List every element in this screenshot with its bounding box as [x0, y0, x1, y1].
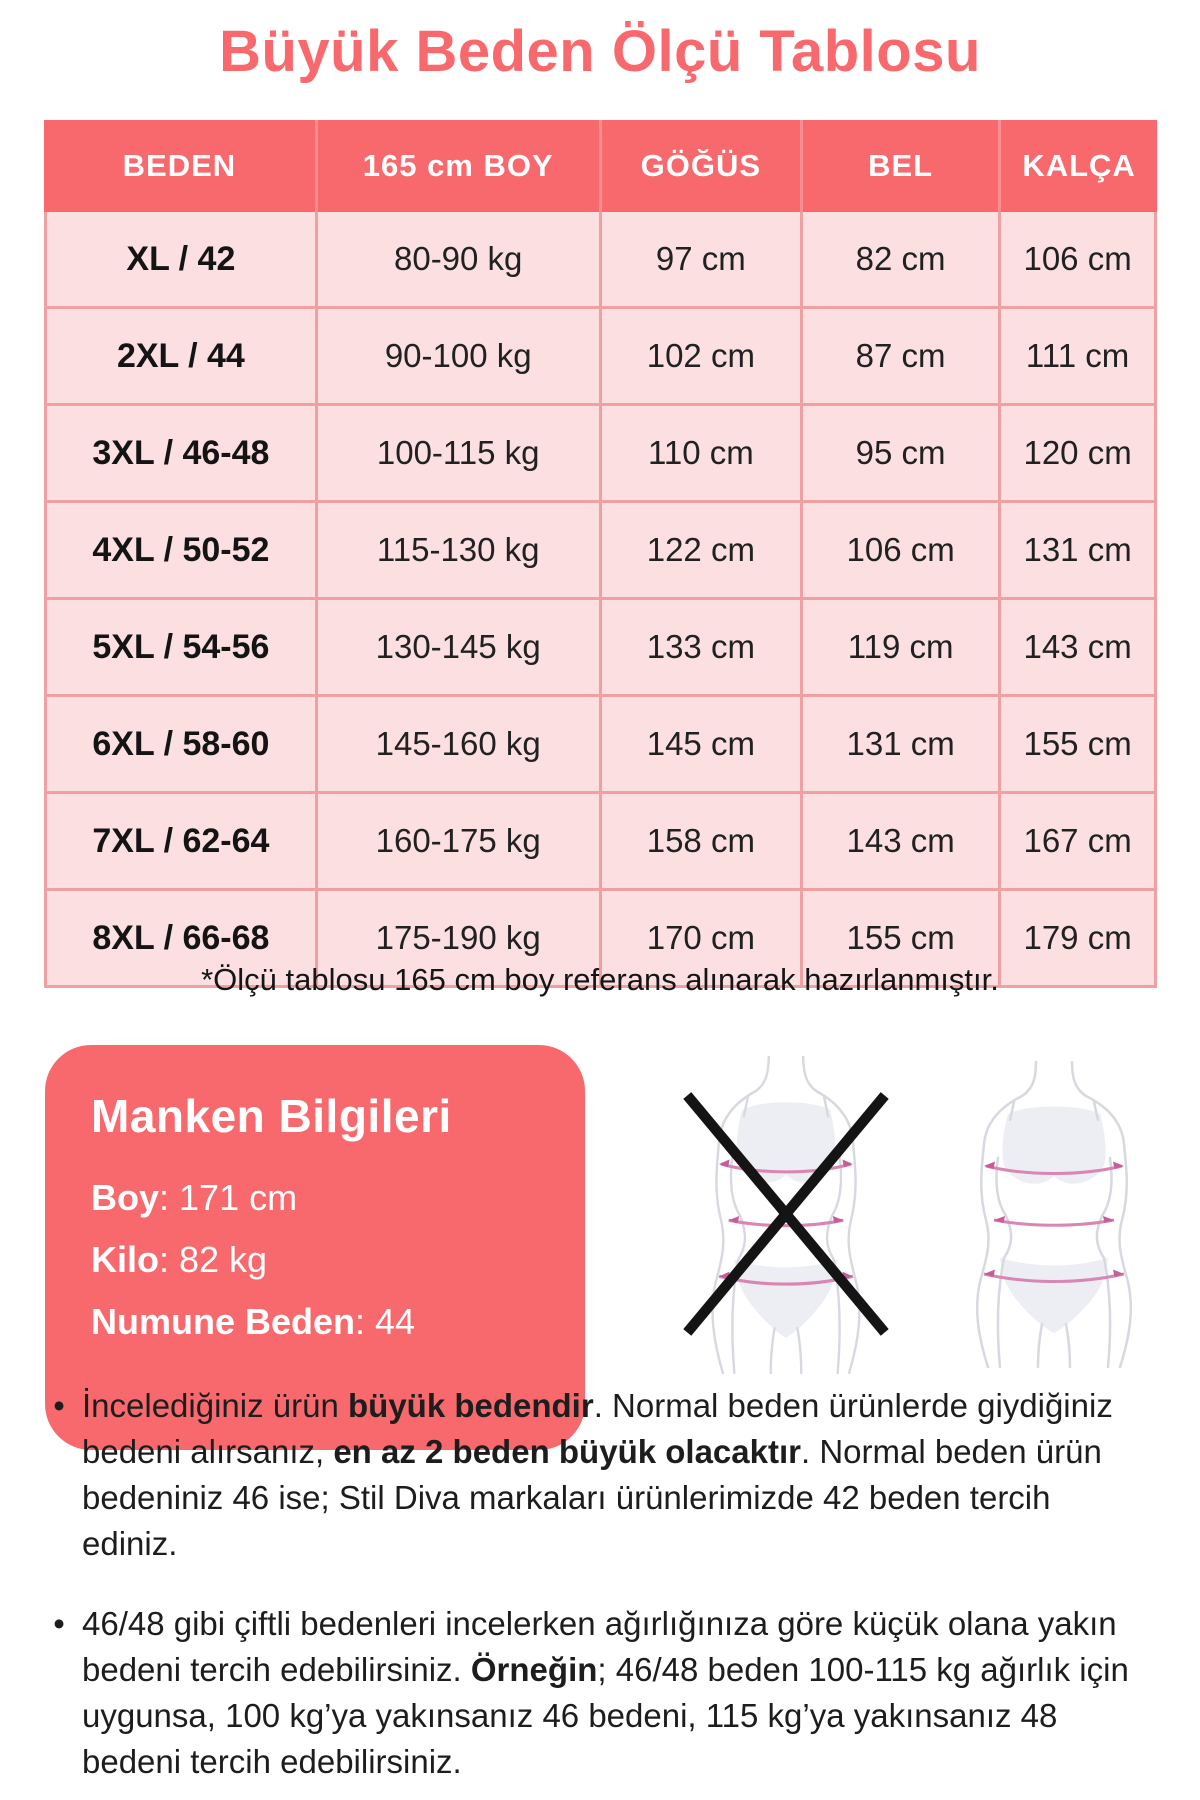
- model-info-field: Kilo: 82 kg: [91, 1239, 268, 1280]
- note-item: [36, 1601, 1146, 1785]
- notes-list: [36, 1383, 1146, 1800]
- measure-cell: 175-190 kg: [318, 891, 602, 988]
- measure-cell: 82 cm: [803, 212, 1001, 309]
- table-row: [44, 212, 1157, 309]
- measure-cell: 102 cm: [602, 309, 803, 406]
- column-header-beden: BEDEN: [44, 120, 318, 212]
- measure-cell: 158 cm: [602, 794, 803, 891]
- note-text: İncelediğiniz ürün büyük bedendir. Normal beden ürünlerde giydiğiniz bedeni alırsanız, en az 2 beden büyük olacaktır. Normal beden ürün bedeniniz 46 ise; Stil Diva markaları ürünlerimizde 42 beden tercih ediniz.: [82, 1387, 1113, 1562]
- measure-cell: 87 cm: [803, 309, 1001, 406]
- measure-cell: 106 cm: [803, 503, 1001, 600]
- size-cell: 2XL / 44: [44, 309, 318, 406]
- column-header-boy: 165 cm BOY: [318, 120, 602, 212]
- table-row: [44, 794, 1157, 891]
- measure-cell: 97 cm: [602, 212, 803, 309]
- size-cell: 6XL / 58-60: [44, 697, 318, 794]
- size-cell: 7XL / 62-64: [44, 794, 318, 891]
- measure-cell: 155 cm: [803, 891, 1001, 988]
- measure-cell: 145-160 kg: [318, 697, 602, 794]
- bullet-dot-icon: •: [53, 1605, 65, 1642]
- size-cell: 5XL / 54-56: [44, 600, 318, 697]
- model-info-field: Numune Beden: 44: [91, 1301, 416, 1342]
- model-info-field: Boy: 171 cm: [91, 1177, 298, 1218]
- measure-cell: 95 cm: [803, 406, 1001, 503]
- size-cell: 8XL / 66-68: [44, 891, 318, 988]
- measure-cell: 115-130 kg: [318, 503, 602, 600]
- size-table: [44, 120, 1157, 988]
- size-cell: 4XL / 50-52: [44, 503, 318, 600]
- crossed-body-silhouette-icon: [682, 1056, 890, 1374]
- table-row: [44, 697, 1157, 794]
- measure-cell: 145 cm: [602, 697, 803, 794]
- table-row: [44, 406, 1157, 503]
- wrong-measurement-figure: [682, 1056, 890, 1374]
- column-header-kalca: KALÇA: [1001, 120, 1157, 212]
- measure-cell: 90-100 kg: [318, 309, 602, 406]
- measure-cell: 106 cm: [1001, 212, 1157, 309]
- size-cell: XL / 42: [44, 212, 318, 309]
- measure-cell: 120 cm: [1001, 406, 1157, 503]
- measure-cell: 119 cm: [803, 600, 1001, 697]
- table-row: [44, 309, 1157, 406]
- measure-cell: 131 cm: [1001, 503, 1157, 600]
- measure-cell: 122 cm: [602, 503, 803, 600]
- page-title: Büyük Beden Ölçü Tablosu: [219, 19, 981, 84]
- note-text: 46/48 gibi çiftli bedenleri incelerken ağırlığınıza göre küçük olana yakın bedeni tercih edebilirsiniz. Örneğin; 46/48 beden 100-115 kg ağırlık için uygunsa, 100 kg’ya yakınsanız 46 bedeni, 115 kg’ya yakınsanız 48 bedeni tercih edebilirsiniz.: [82, 1605, 1129, 1780]
- measure-cell: 131 cm: [803, 697, 1001, 794]
- model-card-title: Manken Bilgileri: [91, 1090, 452, 1142]
- measure-cell: 179 cm: [1001, 891, 1157, 988]
- measure-cell: 80-90 kg: [318, 212, 602, 309]
- table-row: [44, 503, 1157, 600]
- bullet-dot-icon: •: [53, 1387, 65, 1424]
- table-footnote: *Ölçü tablosu 165 cm boy referans alınarak hazırlanmıştır.: [201, 962, 999, 997]
- note-item: [36, 1383, 1146, 1567]
- measure-cell: 143 cm: [803, 794, 1001, 891]
- measure-cell: 100-115 kg: [318, 406, 602, 503]
- measure-cell: 110 cm: [602, 406, 803, 503]
- measure-cell: 167 cm: [1001, 794, 1157, 891]
- measure-cell: 143 cm: [1001, 600, 1157, 697]
- measure-cell: 160-175 kg: [318, 794, 602, 891]
- measure-cell: 155 cm: [1001, 697, 1157, 794]
- column-header-gogus: GÖĞÜS: [602, 120, 803, 212]
- measure-cell: 130-145 kg: [318, 600, 602, 697]
- measurement-figures: [655, 1050, 1180, 1380]
- body-silhouette-icon: [954, 1056, 1154, 1374]
- measure-cell: 133 cm: [602, 600, 803, 697]
- column-header-bel: BEL: [803, 120, 1001, 212]
- measure-cell: 170 cm: [602, 891, 803, 988]
- table-row: [44, 600, 1157, 697]
- size-cell: 3XL / 46-48: [44, 406, 318, 503]
- measure-cell: 111 cm: [1001, 309, 1157, 406]
- model-card-fields: [91, 1177, 539, 1343]
- size-table-header-row: [44, 120, 1157, 212]
- correct-measurement-figure: [954, 1056, 1154, 1374]
